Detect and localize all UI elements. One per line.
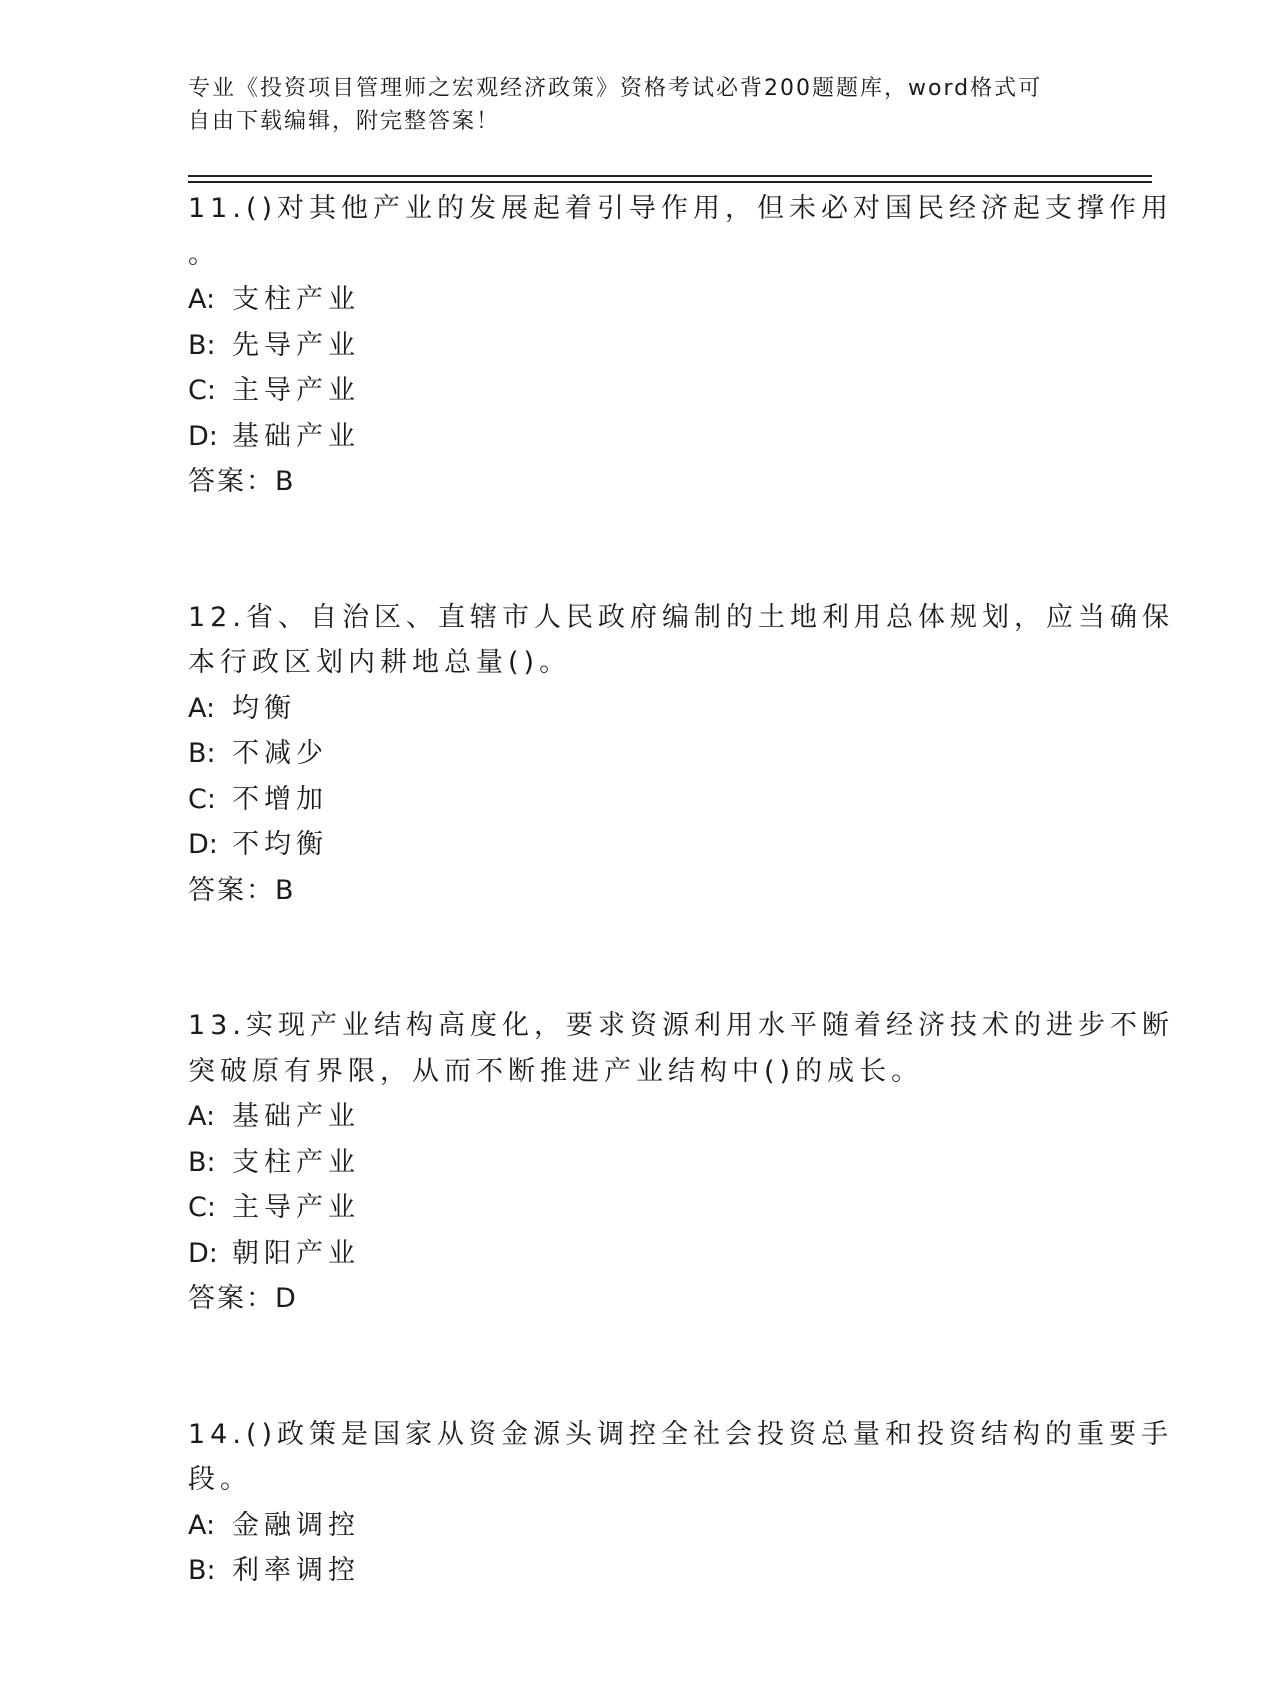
question-stem: 13.实现产业结构高度化，要求资源利用水平随着经济技术的进步不断 [188, 1010, 1174, 1041]
option-text: 支柱产业 [232, 1146, 360, 1178]
question-list [188, 186, 1174, 1684]
option-letter: C: [188, 375, 216, 406]
question-stem: 段。 [188, 1464, 252, 1495]
option-d [188, 414, 1088, 460]
question-stem: 。 [188, 238, 220, 270]
question-item [188, 1412, 1174, 1594]
option-letter: B: [188, 738, 216, 769]
option-letter: A: [188, 284, 216, 315]
option-letter: D: [188, 1237, 218, 1269]
option-b [188, 731, 1088, 777]
option-text: 不均衡 [232, 829, 328, 860]
question-stem: 14.()政策是国家从资金源头调控全社会投资总量和投资结构的重要手 [188, 1418, 1174, 1450]
option-letter: B: [188, 329, 216, 361]
option-text: 利率调控 [232, 1555, 360, 1586]
option-text: 先导产业 [232, 329, 360, 361]
option-letter: D: [188, 420, 218, 452]
option-letter: B: [188, 1555, 216, 1586]
question-stem: 12.省、自治区、直辖市人民政府编制的土地利用总体规划，应当确保 [188, 601, 1174, 633]
option-d [188, 822, 1088, 868]
option-a [188, 1094, 1088, 1140]
answer-line: 答案：B [188, 874, 296, 906]
question-stem: 11.()对其他产业的发展起着引导作用，但未必对国民经济起支撑作用 [188, 193, 1174, 224]
question-stem: 突破原有界限，从而不断推进产业结构中()的成长。 [188, 1055, 924, 1087]
option-c [188, 1185, 1088, 1231]
answer-line: 答案：D [188, 1283, 298, 1314]
option-text: 基础产业 [232, 420, 360, 452]
header-line-2: 自由下载编辑，附完整答案！ [188, 109, 501, 134]
question-item [188, 1003, 1174, 1322]
option-letter: A: [188, 1509, 216, 1541]
document-header [188, 72, 1068, 138]
option-letter: A: [188, 692, 216, 724]
option-letter: A: [188, 1101, 216, 1132]
option-text: 支柱产业 [232, 284, 360, 315]
header-divider-bottom [188, 181, 1152, 183]
question-item [188, 186, 1174, 505]
option-text: 金融调控 [232, 1509, 360, 1541]
option-b [188, 323, 1088, 369]
header-divider-top [188, 175, 1152, 177]
option-b [188, 1548, 1088, 1594]
option-text: 均衡 [232, 692, 296, 724]
option-letter: C: [188, 783, 216, 815]
option-a [188, 686, 1088, 732]
question-item [188, 595, 1174, 914]
option-letter: D: [188, 829, 218, 860]
answer-line: 答案：B [188, 466, 296, 497]
header-line-1: 专业《投资项目管理师之宏观经济政策》资格考试必背200题题库，word格式可 [188, 76, 1043, 101]
option-text: 朝阳产业 [232, 1237, 360, 1269]
option-letter: B: [188, 1146, 216, 1178]
option-letter: C: [188, 1192, 216, 1223]
option-text: 基础产业 [232, 1101, 360, 1132]
option-c [188, 777, 1088, 823]
option-text: 主导产业 [232, 1192, 360, 1223]
option-text: 主导产业 [232, 375, 360, 406]
option-a [188, 277, 1088, 323]
option-text: 不增加 [232, 783, 328, 815]
option-d [188, 1231, 1088, 1277]
option-b [188, 1140, 1088, 1186]
option-text: 不减少 [232, 738, 328, 769]
question-stem: 本行政区划内耕地总量()。 [188, 647, 572, 678]
option-a [188, 1503, 1088, 1549]
option-c [188, 368, 1088, 414]
